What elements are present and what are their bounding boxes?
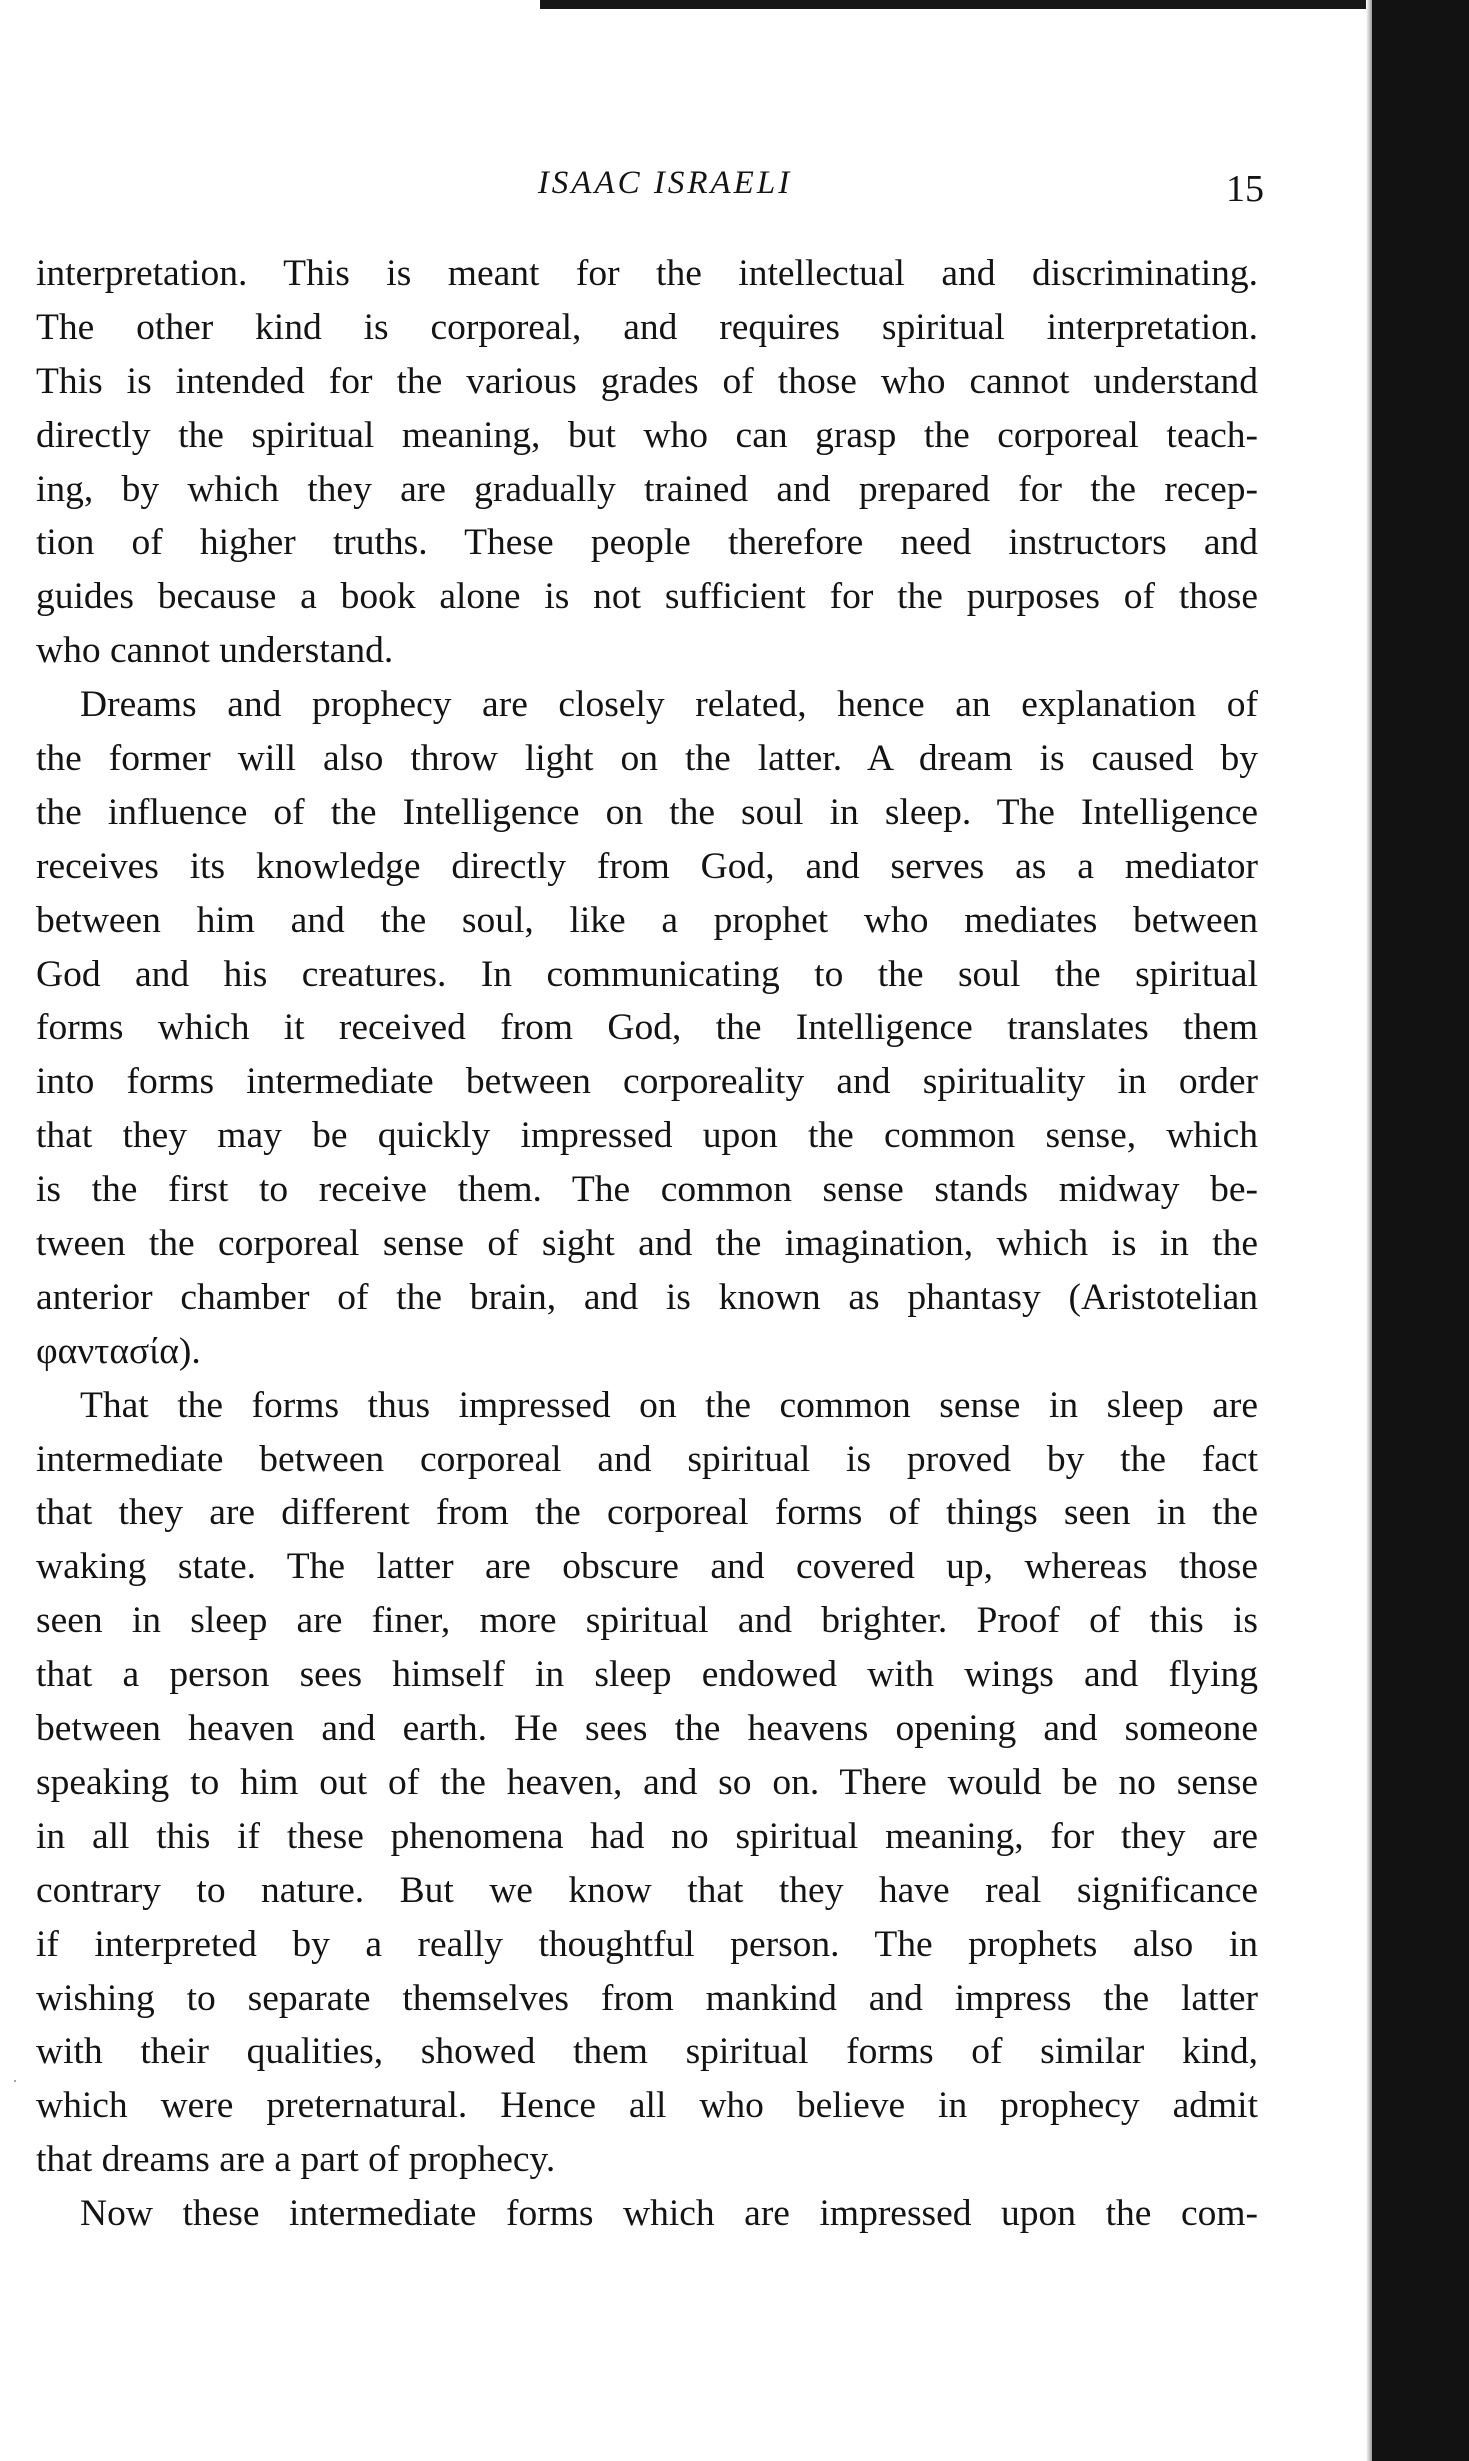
text-line: Now these intermediate forms which are impressed upon the com- [80,2193,1258,2235]
text-line: anterior chamber of the brain, and is known as phantasy (Aristotelian [36,1276,1258,1318]
text-line: between him and the soul, like a prophet who mediates between [36,899,1258,941]
text-line: That the forms thus impressed on the common sense in sleep are [80,1384,1258,1426]
text-line: that dreams are a part of prophecy. [36,2139,556,2181]
text-line: The other kind is corporeal, and requires spiritual interpretation. [36,306,1258,348]
text-line: God and his creatures. In communicating to the soul the spiritual [36,953,1258,995]
scan-top-edge [540,0,1400,9]
text-line: tween the corporeal sense of sight and the imagination, which is in the [36,1223,1258,1265]
text-line: wishing to separate themselves from mankind and impress the latter [36,1977,1258,2019]
text-line: is the first to receive them. The common sense stands midway be- [36,1169,1258,1211]
text-line: This is intended for the various grades of those who cannot understand [36,360,1258,402]
text-line: waking state. The latter are obscure and covered up, whereas those [36,1546,1258,1588]
text-line: intermediate between corporeal and spiritual is proved by the fact [36,1438,1258,1480]
text-line: contrary to nature. But we know that they have real significance [36,1869,1258,1911]
page-number: 15 [1226,168,1264,210]
text-line: if interpreted by a really thoughtful person. The prophets also in [36,1923,1258,1965]
text-line: φαντασία). [36,1330,201,1372]
text-line: receives its knowledge directly from God, and serves as a mediator [36,845,1258,887]
text-line: into forms intermediate between corporeality and spirituality in order [36,1061,1258,1103]
page-header [0,163,1469,213]
text-line: Dreams and prophecy are closely related, hence an explanation of [80,684,1258,726]
running-head: ISAAC ISRAELI [537,165,793,201]
text-line: ing, by which they are gradually trained and prepared for the recep- [36,468,1258,510]
text-line: that a person sees himself in sleep endowed with wings and flying [36,1654,1258,1696]
text-line: that they are different from the corporeal forms of things seen in the [36,1492,1258,1534]
body-text [36,247,1258,2241]
text-line: that they may be quickly impressed upon the common sense, which [36,1115,1258,1157]
text-line: which were preternatural. Hence all who believe in prophecy admit [36,2085,1258,2127]
scan-speck [14,2080,16,2082]
text-line: who cannot understand. [36,630,394,672]
text-line: between heaven and earth. He sees the heavens opening and someone [36,1708,1258,1750]
text-line: forms which it received from God, the Intelligence translates them [36,1007,1258,1049]
text-line: directly the spiritual meaning, but who can grasp the corporeal teach- [36,414,1258,456]
text-line: speaking to him out of the heaven, and so on. There would be no sense [36,1761,1258,1803]
scan-right-edge [1372,0,1469,2461]
text-line: the former will also throw light on the latter. A dream is caused by [36,738,1258,780]
text-line: with their qualities, showed them spiritual forms of similar kind, [36,2031,1258,2073]
text-line: interpretation. This is meant for the intellectual and discriminating. [36,253,1258,294]
text-line: in all this if these phenomena had no spiritual meaning, for they are [36,1815,1258,1857]
text-line: the influence of the Intelligence on the soul in sleep. The Intelligence [36,791,1258,833]
text-line: tion of higher truths. These people therefore need instructors and [36,522,1258,564]
text-line: guides because a book alone is not sufficient for the purposes of those [36,576,1258,618]
text-line: seen in sleep are finer, more spiritual and brighter. Proof of this is [36,1600,1258,1642]
